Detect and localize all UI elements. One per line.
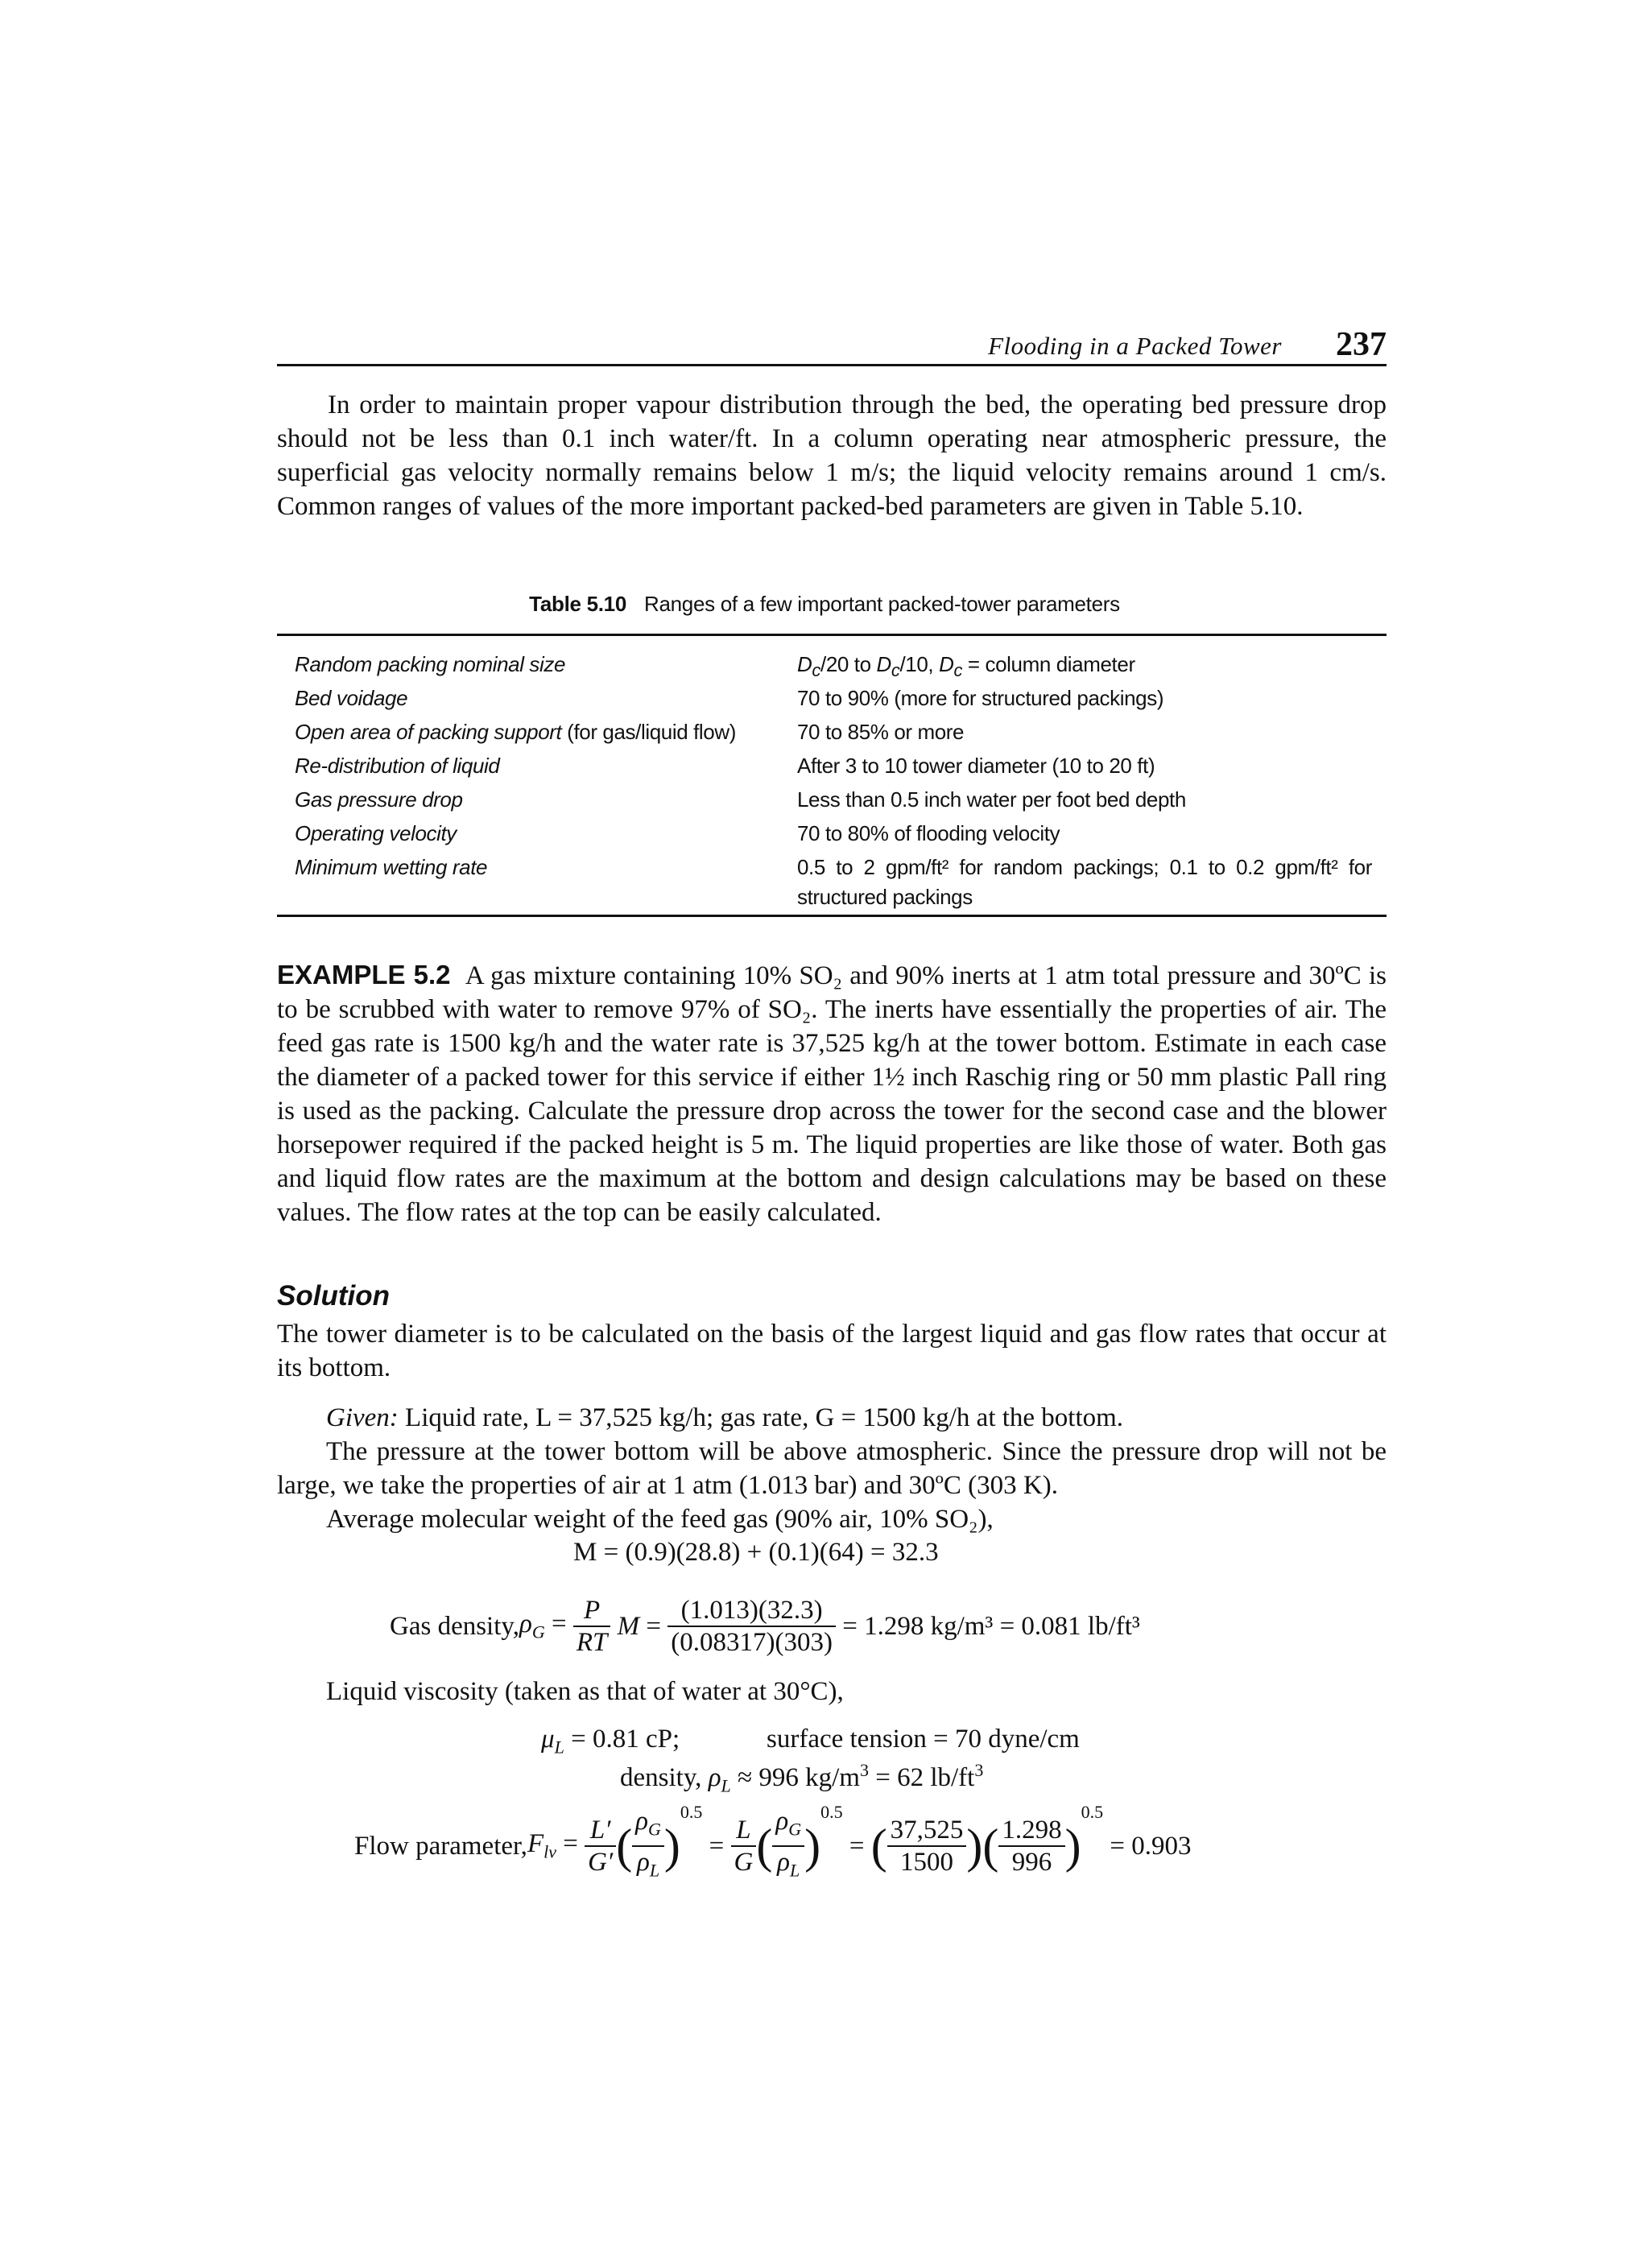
table-value-cell: Less than 0.5 inch water per foot bed depth — [797, 787, 1186, 812]
equation-viscosity: $\mu_L = 0.81$ cP; — [541, 1725, 680, 1758]
example-text: A gas mixture containing 10% SO₂ and 90% inerts at 1 atm total pressure and 30ºC is to be scrubbed with water to remove 97% of SO₂. The inerts have essentially the properties of air. The feed gas rate is 1500 kg/h and the water rate is 37,525 kg/h at the tower bottom. Estimate in each case the diameter of a packed tower for this service if either 1½ inch Raschig ring or 50 mm plastic Pall ring is used as the packing. Calculate the pressure drop across the tower for the second case and the blower horsepower required if the packed height is 5 m. The liquid properties are like those of water. Both gas and liquid flow rates are the maximum at the bottom and design calculations may be based on these values. The flow rates at the top can be easily calculated. — [277, 961, 1387, 1227]
table-value-cell: 70 to 80% of flooding velocity — [797, 821, 1060, 845]
table-top-rule — [277, 634, 1387, 636]
table-param-cell: Bed voidage — [295, 686, 408, 710]
table-caption-text: Ranges of a few important packed-tower parameters — [643, 592, 1120, 616]
example-paragraph — [277, 958, 1387, 1229]
table-value-cell: 0.5 to 2 gpm/ft² for random packings; 0.1 to 0.2 gpm/ft² for structured packings — [797, 855, 1372, 909]
equation-molecular-weight: M = (0.9)(28.8) + (0.1)(64) = 32.3 — [573, 1538, 939, 1567]
given-line: Given: Liquid rate, L = 37,525 kg/h; gas rate, G = 1500 kg/h at the bottom. — [326, 1403, 1124, 1432]
table-value-cell: 70 to 90% (more for structured packings) — [797, 686, 1164, 710]
table-param-cell: Operating velocity — [295, 821, 457, 845]
table-param-cell: Re-distribution of liquid — [295, 754, 500, 778]
molecular-weight-paragraph: Average molecular weight of the feed gas (90% air, 10% SO₂), — [326, 1505, 994, 1534]
equation-surface-tension: surface tension = 70 dyne/cm — [767, 1725, 1080, 1754]
equation-gas-density: Gas density, $\rho_G$ = $\frac{P}{RT}$ M = $\frac{(1.013)(32.3)}{(0.08317)(303)}$ = 1.298 kg/m³ = 0.081 lb/ft³ — [390, 1596, 1140, 1657]
running-header — [277, 325, 1387, 364]
table-param-cell: Gas pressure drop — [295, 787, 463, 812]
equation-liquid-density: density, $\rho_L \approx 996$ $kg/m^3 = 62$ $lb/ft^3$ — [620, 1760, 984, 1796]
equation-flow-parameter: Flow parameter, $F_{lv}$ = $\frac{L'}{G'}$ ( $\frac{\rho_G}{\rho_L}$ ) $^{0.5}$ = $\frac{L}{G}$ ( $\frac{\rho_G}{\rho_L}$ ) $^{0.5}$ = ( $\frac{37,525}{1500}$ ) ( $\frac{1.298}{996}$ ) $^{0.5}$ = 0.903 — [354, 1802, 1192, 1881]
example-label: EXAMPLE 5.2 — [277, 960, 451, 989]
header-rule — [277, 364, 1387, 366]
table-value-cell: $D_c/20$ to $D_c/10$, $D_c$ = column diameter — [797, 652, 1135, 681]
page-number: 237 — [1336, 326, 1387, 363]
intro-paragraph: In order to maintain proper vapour distribution through the bed, the operating bed pressure drop should not be less than 0.1 inch water/ft. In a column operating near atmospheric pressure, the superficial gas velocity normally remains below 1 m/s; the liquid velocity remains around 1 cm/s. Common ranges of values of the more important packed-bed parameters are given in Table 5.10. — [277, 390, 1387, 521]
table-param-cell: Open area of packing support (for gas/liquid flow) — [295, 720, 736, 744]
table-value-cell: After 3 to 10 tower diameter (10 to 20 ft) — [797, 754, 1155, 778]
table-bottom-rule — [277, 915, 1387, 917]
table-label: Table 5.10 — [529, 592, 626, 616]
running-title: Flooding in a Packed Tower — [988, 332, 1282, 360]
solution-paragraph: The tower diameter is to be calculated on the basis of the largest liquid and gas flow rates that occur at its bottom. — [277, 1320, 1387, 1382]
table-param-cell: Minimum wetting rate — [295, 855, 488, 879]
table-value-cell: 70 to 85% or more — [797, 720, 965, 744]
solution-heading: Solution — [277, 1280, 390, 1312]
viscosity-paragraph: Liquid viscosity (taken as that of water at 30°C), — [326, 1677, 844, 1706]
table-caption — [0, 592, 1649, 617]
table-param-cell: Random packing nominal size — [295, 652, 566, 676]
pressure-paragraph: The pressure at the tower bottom will be above atmospheric. Since the pressure drop will not be large, we take the properties of air at 1 atm (1.013 bar) and 30ºC (303 K). — [277, 1437, 1387, 1500]
